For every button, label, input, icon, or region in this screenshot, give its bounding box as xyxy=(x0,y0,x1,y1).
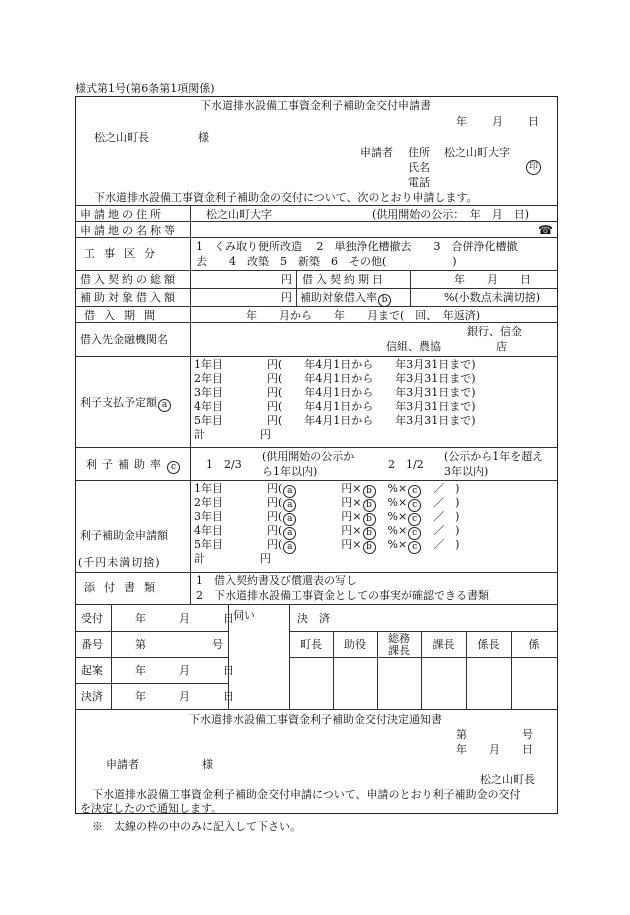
approval-label: 決 済 xyxy=(297,612,330,625)
stamp-mayor: 町長 xyxy=(300,638,322,651)
subsidy-rate-text: 利子補助率 xyxy=(86,458,166,471)
subsidy-rate-label xyxy=(86,459,181,474)
seal-icon xyxy=(526,160,541,175)
target-rate-note[interactable]: %(小数点未満切捨) xyxy=(444,291,541,304)
rule xyxy=(75,709,557,710)
phone-label: 電話 xyxy=(408,176,430,189)
rule xyxy=(75,288,557,289)
rule xyxy=(75,631,228,632)
apply-row[interactable]: 2年目 円( a 円× b %× c ／ ) xyxy=(194,496,460,510)
decided-label: 決済 xyxy=(81,690,103,703)
interest-schedule[interactable] xyxy=(194,358,476,442)
rate-option-1-note2: ら1年以内) xyxy=(262,465,318,478)
rule xyxy=(75,657,228,658)
site-address-value[interactable]: 松之山町大字 xyxy=(206,208,272,221)
stamp-staff: 係 xyxy=(528,638,540,651)
notice-body-line1: 下水道排水設備工事資金利子補助金交付申請について、申請のとおり利子補助金の交付 xyxy=(92,788,521,801)
apply-row[interactable]: 3年目 円( a 円× b %× c ／ ) xyxy=(194,510,460,524)
address-label: 住所 xyxy=(408,146,430,159)
received-date[interactable]: 年 月 日 xyxy=(135,612,234,625)
addressee-sama: 様 xyxy=(198,131,209,144)
address-value[interactable]: 松之山町大字 xyxy=(444,146,510,159)
rule xyxy=(75,205,557,206)
addressee: 松之山町長 xyxy=(94,131,149,144)
rule xyxy=(289,604,290,709)
notice-number[interactable]: 第 号 xyxy=(456,728,533,741)
apply-row[interactable]: 1年目 円( a 円× b %× c ／ ) xyxy=(194,482,460,496)
apply-row[interactable]: 5年目 円( a 円× b %× c ／ ) xyxy=(194,538,460,552)
circle-c-icon: c xyxy=(167,461,180,474)
attachment-2: 2 下水道排水設備工事資金としての事実が確認できる書類 xyxy=(196,589,489,602)
loan-date-label: 借入契約期日 xyxy=(302,273,386,286)
inquiry-label: 伺い xyxy=(233,609,255,622)
rule xyxy=(75,480,557,481)
rate-option-2[interactable]: 2 1/2 xyxy=(388,458,424,471)
notice-issuer: 松之山町長 xyxy=(480,773,535,786)
loan-total-label: 借入契約の総額 xyxy=(80,273,178,286)
interest-row[interactable]: 3年目 円( 年4月1日から 年3月31日まで) xyxy=(194,386,476,399)
notice-applicant: 申請者 xyxy=(106,758,139,771)
interest-row[interactable]: 5年目 円( 年4月1日から 年3月31日まで) xyxy=(194,414,476,427)
received-label: 受付 xyxy=(81,612,103,625)
interest-row[interactable]: 1年目 円( 年4月1日から 年3月31日まで) xyxy=(194,358,476,371)
stamp-section-chief: 課長 xyxy=(432,638,455,651)
rule xyxy=(111,604,112,709)
work-category-line1[interactable]: 1 くみ取り便所改造 2 単独浄化槽撤去 3 合併浄化槽撤 xyxy=(196,240,518,253)
intro-text: 下水道排水設備工事資金利子補助金の交付について、次のとおり申請します。 xyxy=(94,191,478,204)
bank-line2[interactable]: 信組、農協 店 xyxy=(386,340,507,353)
date-month: 月 xyxy=(492,115,503,128)
notice-sama: 様 xyxy=(202,758,213,771)
interest-row[interactable]: 2年目 円( 年4月1日から 年3月31日まで) xyxy=(194,372,476,385)
loan-period-value[interactable]: 年 月から 年 月まで( 回、 年返済) xyxy=(246,309,481,322)
rule xyxy=(75,447,557,448)
circle-b-icon: b xyxy=(378,294,391,307)
interest-label xyxy=(80,397,172,412)
applicant-label: 申請者 xyxy=(360,146,393,159)
site-address-label: 申請地の住所 xyxy=(80,208,164,221)
apply-schedule[interactable] xyxy=(194,482,459,566)
apply-row[interactable]: 4年目 円( a 円× b %× c ／ ) xyxy=(194,524,460,538)
rate-option-2-note: (公示から1年を超え xyxy=(444,450,544,463)
rule xyxy=(289,657,557,658)
date-day: 日 xyxy=(528,115,539,128)
decided-date[interactable]: 年 月 日 xyxy=(135,690,234,703)
rule xyxy=(75,221,557,222)
rule xyxy=(190,205,191,604)
rule xyxy=(75,356,557,357)
target-amount-label: 補助対象借入額 xyxy=(80,291,178,304)
rule xyxy=(410,270,411,306)
loan-date-value[interactable]: 年 月 日 xyxy=(454,273,531,286)
loan-period-label: 借入期間 xyxy=(84,309,164,322)
rate-option-2-note2: 3年以内) xyxy=(444,465,489,478)
rule xyxy=(75,572,557,573)
footnote: ※ 太線の枠の中のみに記入して下さい。 xyxy=(92,820,301,833)
seal-mark: 印 xyxy=(526,160,541,175)
loan-total-yen[interactable]: 円 xyxy=(281,273,292,286)
phone-icon: ☎ xyxy=(538,223,553,237)
bank-label: 借入先金融機関名 xyxy=(80,333,168,346)
number-value[interactable]: 第 号 xyxy=(135,638,223,651)
number-label: 番号 xyxy=(81,638,103,651)
rule xyxy=(296,270,297,306)
rule xyxy=(75,237,557,238)
drafted-label: 起案 xyxy=(81,664,103,677)
work-category-label: 工事区分 xyxy=(84,247,164,260)
notice-title: 下水道排水設備工事資金利子補助金交付決定通知書 xyxy=(189,713,442,726)
site-public-notice: (供用開始の公示： 年 月 日) xyxy=(372,208,530,221)
stamp-general-affairs: 総務 課長 xyxy=(388,632,410,657)
rule xyxy=(75,604,557,605)
stamp-subsection-chief: 係長 xyxy=(477,638,500,651)
target-rate-label xyxy=(300,292,392,307)
drafted-date[interactable]: 年 月 日 xyxy=(135,664,234,677)
site-name-label: 申請地の名称等 xyxy=(80,224,178,237)
apply-label: 利子補助金申請額 xyxy=(80,529,168,542)
interest-row[interactable]: 計 円 xyxy=(194,428,271,441)
notice-date[interactable]: 年 月 日 xyxy=(456,743,533,756)
work-category-line2[interactable]: 去 4 改築 5 新築 6 その他( ) xyxy=(196,255,457,268)
rule xyxy=(289,631,557,632)
target-rate-text: 補助対象借入率 xyxy=(300,291,377,304)
circle-a-icon: a xyxy=(158,399,171,412)
bank-line1[interactable]: 銀行、信金 xyxy=(467,325,522,338)
rate-option-1[interactable]: 1 2/3 xyxy=(206,458,242,471)
rate-option-1-note: (供用開始の公示か xyxy=(262,450,355,463)
rule xyxy=(75,322,557,323)
rule xyxy=(75,270,557,271)
interest-label-text: 利子支払予定額 xyxy=(80,396,157,409)
form-number: 様式第1号(第6条第1項関係) xyxy=(75,82,215,95)
attachments-label: 添付書類 xyxy=(84,581,164,594)
interest-row[interactable]: 4年目 円( 年4月1日から 年3月31日まで) xyxy=(194,400,476,413)
notice-body-line2: を決定したので通知します。 xyxy=(80,802,223,815)
apply-subnote: (千円未満切捨) xyxy=(78,556,161,569)
apply-total[interactable]: 計 円 xyxy=(194,552,271,565)
target-amount-yen[interactable]: 円 xyxy=(281,291,292,304)
site-name-input[interactable] xyxy=(196,225,376,236)
date-year: 年 xyxy=(456,115,467,128)
form-title: 下水道排水設備工事資金利子補助金交付申請書 xyxy=(200,99,431,112)
name-label: 氏名 xyxy=(408,161,430,174)
stamp-deputy: 助役 xyxy=(344,638,366,651)
rule xyxy=(75,683,228,684)
attachment-1: 1 借入契約書及び償還表の写し xyxy=(196,574,357,587)
